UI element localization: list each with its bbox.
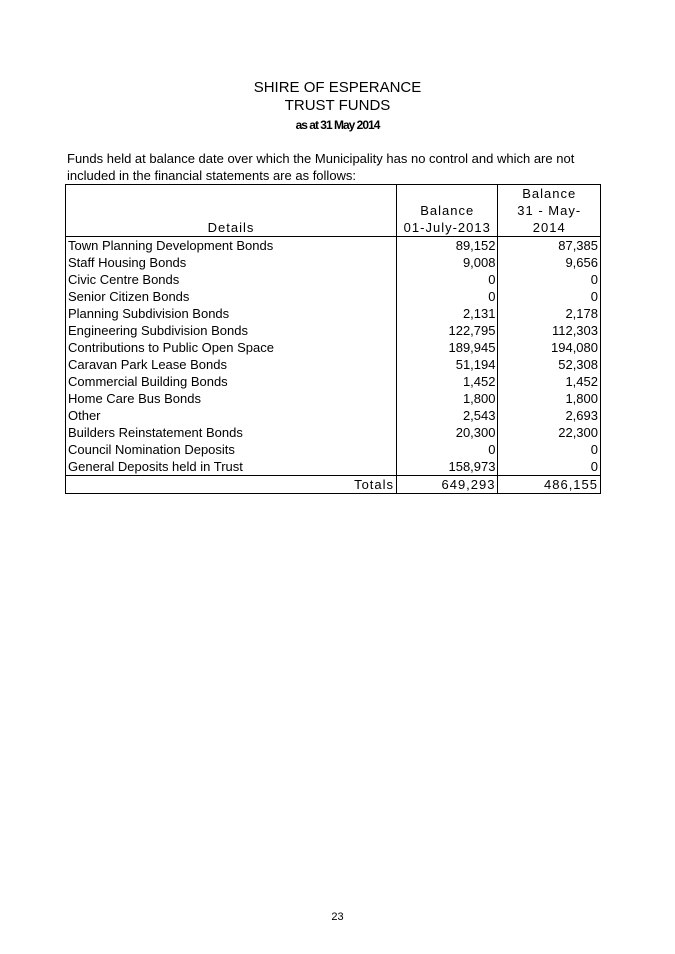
row-label: Town Planning Development Bonds [66,237,397,255]
totals-opening: 649,293 [397,476,498,494]
row-opening-balance: 20,300 [397,424,498,441]
row-closing-balance: 0 [498,458,601,476]
row-closing-balance: 0 [498,271,601,288]
row-opening-balance: 0 [397,441,498,458]
row-closing-balance: 1,800 [498,390,601,407]
opening-header-line2: 01-July-2013 [397,219,498,237]
row-label: Staff Housing Bonds [66,254,397,271]
row-opening-balance: 1,800 [397,390,498,407]
row-closing-balance: 2,693 [498,407,601,424]
row-closing-balance: 2,178 [498,305,601,322]
row-closing-balance: 0 [498,441,601,458]
row-label: Caravan Park Lease Bonds [66,356,397,373]
table-footer [66,476,601,494]
totals-closing: 486,155 [498,476,601,494]
as-at-date: as at 31 May 2014 [295,118,380,132]
row-label: General Deposits held in Trust [66,458,397,476]
row-opening-balance: 189,945 [397,339,498,356]
table-row [66,322,601,339]
row-label: Home Care Bus Bonds [66,390,397,407]
row-closing-balance: 22,300 [498,424,601,441]
row-opening-balance: 122,795 [397,322,498,339]
details-header: Details [66,185,397,237]
org-title: SHIRE OF ESPERANCE [253,79,422,96]
row-opening-balance: 0 [397,288,498,305]
table-row [66,339,601,356]
row-label: Council Nomination Deposits [66,441,397,458]
row-closing-balance: 1,452 [498,373,601,390]
row-closing-balance: 194,080 [498,339,601,356]
trust-funds-table [65,184,601,494]
table-row [66,254,601,271]
section-title: TRUST FUNDS [284,97,391,114]
row-opening-balance: 158,973 [397,458,498,476]
table-row [66,390,601,407]
table-row [66,305,601,322]
table-row [66,373,601,390]
row-opening-balance: 0 [397,271,498,288]
page-number: 23 [331,911,344,923]
totals-label: Totals [66,476,397,494]
row-closing-balance: 52,308 [498,356,601,373]
opening-header-line1: Balance [397,202,498,219]
closing-header-line2: 31 - May- [498,202,601,219]
totals-row [66,476,601,494]
row-label: Engineering Subdivision Bonds [66,322,397,339]
table-body [66,237,601,476]
table-row [66,271,601,288]
row-label: Planning Subdivision Bonds [66,305,397,322]
row-opening-balance: 89,152 [397,237,498,255]
row-label: Commercial Building Bonds [66,373,397,390]
table-row [66,458,601,476]
table-row [66,288,601,305]
table-row [66,441,601,458]
row-opening-balance: 1,452 [397,373,498,390]
row-opening-balance: 9,008 [397,254,498,271]
row-label: Contributions to Public Open Space [66,339,397,356]
row-opening-balance: 2,131 [397,305,498,322]
row-label: Civic Centre Bonds [66,271,397,288]
closing-header-line3: 2014 [498,219,601,237]
table-header [66,185,601,237]
intro-paragraph: Funds held at balance date over which the Municipality has no control and which are not included in the financial statements are as follows: [67,151,575,183]
row-label: Other [66,407,397,424]
row-closing-balance: 112,303 [498,322,601,339]
row-closing-balance: 9,656 [498,254,601,271]
table-row [66,356,601,373]
row-closing-balance: 0 [498,288,601,305]
opening-header-spacer [397,185,498,203]
table-row [66,407,601,424]
row-label: Builders Reinstatement Bonds [66,424,397,441]
row-opening-balance: 2,543 [397,407,498,424]
row-label: Senior Citizen Bonds [66,288,397,305]
row-closing-balance: 87,385 [498,237,601,255]
closing-header-line1: Balance [498,185,601,203]
table-row [66,424,601,441]
row-opening-balance: 51,194 [397,356,498,373]
table-row [66,237,601,255]
